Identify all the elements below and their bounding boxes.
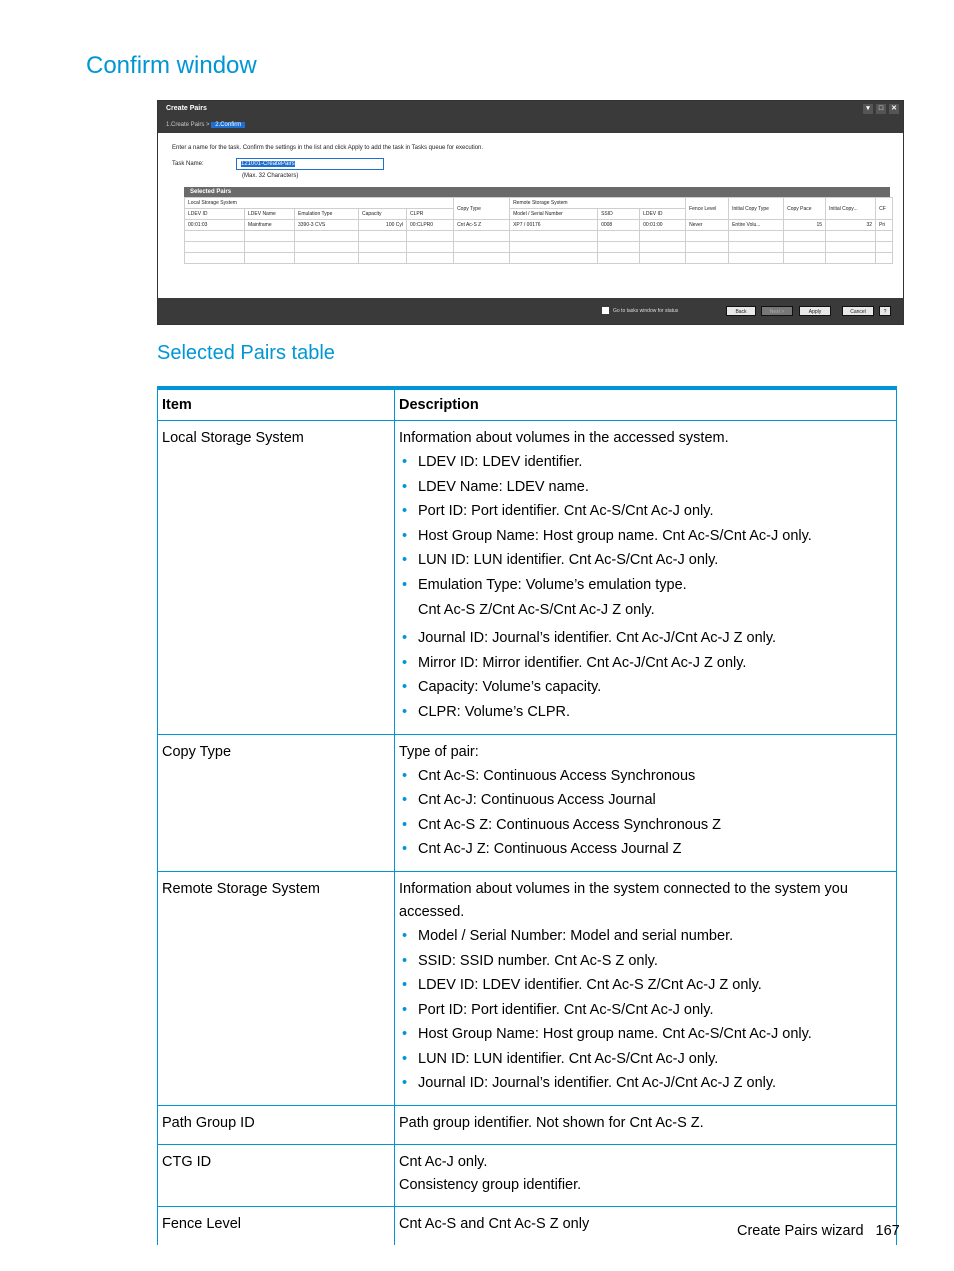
list-item: • Host Group Name: Host group name. Cnt Ac-S/Cnt Ac-J only. xyxy=(402,527,812,544)
col-copy-pace[interactable]: Copy Pace xyxy=(784,198,826,220)
step-confirm[interactable]: 2.Confirm xyxy=(211,122,245,128)
help-button[interactable]: ? xyxy=(879,306,891,316)
description-cell xyxy=(395,1106,897,1145)
description-line: Path group identifier. Not shown for Cnt Ac-S Z. xyxy=(399,1115,704,1132)
item-cell: Fence Level xyxy=(158,1207,395,1246)
selected-pairs-grid xyxy=(184,197,893,264)
wizard-content xyxy=(158,133,903,298)
list-item: • Emulation Type: Volume’s emulation type. Cnt Ac-S Z/Cnt Ac-S/Cnt Ac-J Z only. xyxy=(399,573,892,622)
header-description: Description xyxy=(395,388,897,421)
list-item: • Host Group Name: Host group name. Cnt Ac-S/Cnt Ac-J only. xyxy=(402,1026,812,1043)
item-cell: Remote Storage System xyxy=(158,871,395,1105)
selected-pairs-header: Selected Pairs xyxy=(184,187,890,197)
list-item: • Cnt Ac-S: Continuous Access Synchronous xyxy=(402,767,696,784)
col-initial-copy-type[interactable]: Initial Copy Type xyxy=(729,198,784,220)
list-item: • Journal ID: Journal’s identifier. Cnt Ac-J/Cnt Ac-J Z only. xyxy=(402,1075,777,1092)
description-cell xyxy=(395,421,897,735)
description-cell xyxy=(395,1145,897,1207)
col-remote-ldev-id[interactable]: LDEV ID xyxy=(640,209,686,220)
list-item: • Cnt Ac-J: Continuous Access Journal xyxy=(402,792,656,809)
window-titlebar xyxy=(158,101,903,117)
step-create-pairs[interactable]: 1.Create Pairs xyxy=(166,122,205,128)
cell: 15 xyxy=(784,220,826,231)
task-name-value: 121001-CreatePairs xyxy=(241,161,295,167)
col-initial-copy[interactable]: Initial Copy... xyxy=(826,198,876,220)
list-item: • LDEV ID: LDEV identifier. Cnt Ac-S Z/Cnt Ac-J Z only. xyxy=(402,977,762,994)
description-cell xyxy=(395,871,897,1105)
list-item: • SSID: SSID number. Cnt Ac-S Z only. xyxy=(402,952,658,969)
selected-pairs-table xyxy=(157,386,897,1245)
list-item: • Port ID: Port identifier. Cnt Ac-S/Cnt Ac-J only. xyxy=(402,503,714,520)
list-item: • Mirror ID: Mirror identifier. Cnt Ac-J/Cnt Ac-J Z only. xyxy=(402,654,747,671)
col-ldev-name[interactable]: LDEV Name xyxy=(245,209,295,220)
page-footer xyxy=(737,1223,900,1239)
goto-tasks-checkbox[interactable] xyxy=(602,307,678,314)
cell: 00:01:03 xyxy=(185,220,245,231)
list-item: • Port ID: Port identifier. Cnt Ac-S/Cnt Ac-J only. xyxy=(402,1001,714,1018)
create-pairs-screenshot xyxy=(157,100,904,325)
task-name-label: Task Name: xyxy=(172,161,204,167)
cell: 00:01:00 xyxy=(640,220,686,231)
task-name-hint: (Max. 32 Characters) xyxy=(242,173,299,179)
checkbox-box[interactable] xyxy=(602,307,609,314)
col-ssid[interactable]: SSID xyxy=(598,209,640,220)
list-item: • LDEV ID: LDEV identifier. xyxy=(402,454,583,470)
description-line: Cnt Ac-S and Cnt Ac-S Z only xyxy=(399,1216,590,1233)
col-fence-level[interactable]: Fence Level xyxy=(686,198,729,220)
list-item: • Model / Serial Number: Model and serial number. xyxy=(402,927,734,944)
cancel-button[interactable]: Cancel xyxy=(842,306,874,316)
table-row xyxy=(158,871,897,1105)
window-title: Create Pairs xyxy=(166,105,207,112)
col-ldev-id[interactable]: LDEV ID xyxy=(185,209,245,220)
page-number: 167 xyxy=(875,1223,900,1239)
cell: 00:CLPR0 xyxy=(407,220,454,231)
description-cell xyxy=(395,734,897,871)
cell: Never xyxy=(686,220,729,231)
list-item: • LDEV Name: LDEV name. xyxy=(402,478,589,495)
table-row xyxy=(158,1106,897,1145)
table-row xyxy=(158,734,897,871)
description-intro: Information about volumes in the accessed system. xyxy=(399,430,729,446)
group-remote: Remote Storage System xyxy=(510,198,686,209)
description-line: Consistency group identifier. xyxy=(399,1177,582,1194)
list-item: • Cnt Ac-J Z: Continuous Access Journal Z xyxy=(402,841,682,858)
item-cell: Copy Type xyxy=(158,734,395,871)
table-row xyxy=(158,421,897,735)
cell: Cnt Ac-S Z xyxy=(454,220,510,231)
list-item: • LUN ID: LUN identifier. Cnt Ac-S/Cnt Ac-J only. xyxy=(402,552,719,569)
list-item: • LUN ID: LUN identifier. Cnt Ac-S/Cnt Ac-J only. xyxy=(402,1050,719,1067)
cell: 3390-3 CVS xyxy=(295,220,359,231)
table-heading: Selected Pairs table xyxy=(157,342,335,364)
table-row[interactable] xyxy=(185,220,893,231)
back-button[interactable]: Back xyxy=(726,306,756,316)
close-icon[interactable]: ✕ xyxy=(889,104,899,114)
list-item: • Capacity: Volume’s capacity. xyxy=(402,679,602,696)
cell: Entire Volu... xyxy=(729,220,784,231)
section-heading: Confirm window xyxy=(86,52,257,79)
list-item: • CLPR: Volume’s CLPR. xyxy=(402,703,571,720)
cell: 100 Cyl xyxy=(359,220,407,231)
description-intro: Type of pair: xyxy=(399,743,479,760)
header-item: Item xyxy=(158,388,395,421)
next-button[interactable]: Next > xyxy=(761,306,793,316)
item-cell: Path Group ID xyxy=(158,1106,395,1145)
bullet-list xyxy=(399,924,892,1096)
bullet-list xyxy=(399,764,892,862)
list-item: • Journal ID: Journal’s identifier. Cnt Ac-J/Cnt Ac-J Z only. xyxy=(402,630,777,647)
description-line: Cnt Ac-J only. xyxy=(399,1154,488,1171)
description-intro: Information about volumes in the system connected to the system you accessed. xyxy=(399,880,848,920)
wizard-footer xyxy=(158,298,903,324)
item-cell: CTG ID xyxy=(158,1145,395,1207)
table-row xyxy=(158,1145,897,1207)
cell: Mainframe xyxy=(245,220,295,231)
maximize-icon[interactable]: □ xyxy=(876,104,886,114)
col-copy-type[interactable]: Copy Type xyxy=(454,198,510,220)
bullet-list xyxy=(399,450,892,725)
goto-tasks-label: Go to tasks window for status xyxy=(613,307,679,314)
emulation-continuation: Cnt Ac-S Z/Cnt Ac-S/Cnt Ac-J Z only. xyxy=(418,601,655,618)
cell: 0008 xyxy=(598,220,640,231)
col-model-serial[interactable]: Model / Serial Number xyxy=(510,209,598,220)
task-name-input[interactable] xyxy=(236,158,384,170)
col-clpr[interactable]: CLPR xyxy=(407,209,454,220)
pin-icon[interactable]: ▾ xyxy=(863,104,873,114)
col-emulation-type[interactable]: Emulation Type xyxy=(295,209,359,220)
col-cf[interactable]: CF xyxy=(876,198,893,220)
group-local: Local Storage System xyxy=(185,198,454,209)
instruction-text: Enter a name for the task. Confirm the settings in the list and click Apply to add the task in Tasks queue for execution. xyxy=(172,145,484,151)
cell: Pri xyxy=(876,220,893,231)
wizard-steps xyxy=(158,117,903,133)
list-item: • Cnt Ac-S Z: Continuous Access Synchronous Z xyxy=(402,816,722,833)
footer-section: Create Pairs wizard xyxy=(737,1223,864,1239)
cell: 32 xyxy=(826,220,876,231)
item-cell: Local Storage System xyxy=(158,421,395,735)
apply-button[interactable]: Apply xyxy=(799,306,831,316)
step-separator: > xyxy=(206,122,210,128)
cell: XP7 / 00176 xyxy=(510,220,598,231)
col-capacity[interactable]: Capacity xyxy=(359,209,407,220)
